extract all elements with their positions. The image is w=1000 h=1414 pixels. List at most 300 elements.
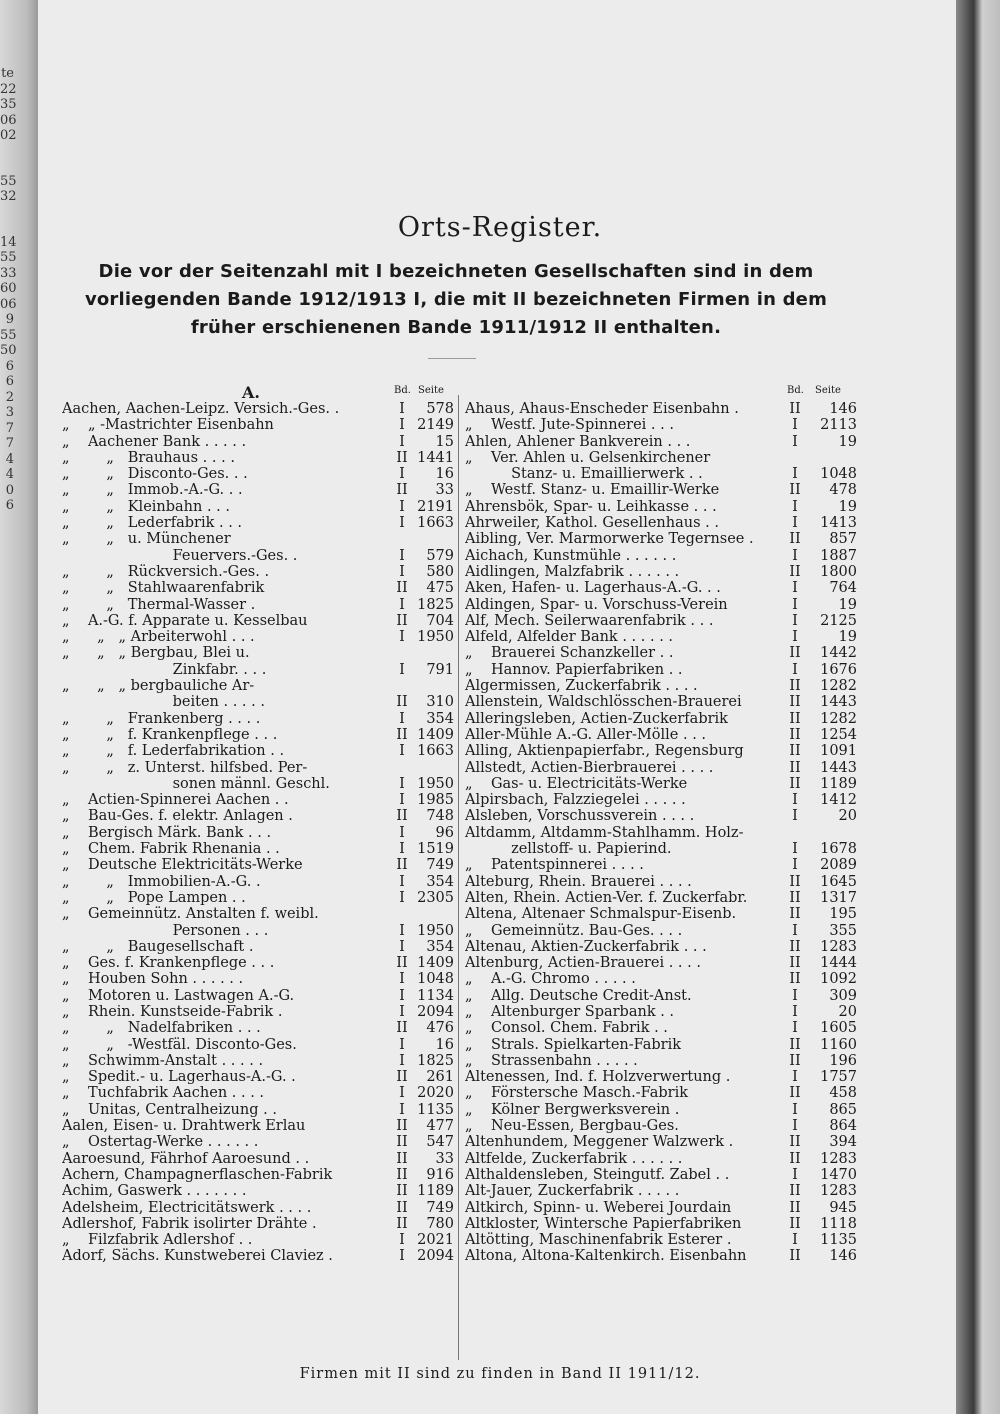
- entry-volume: II: [789, 1150, 801, 1167]
- entry-text: „ Unitas, Centralheizung . .: [62, 1101, 277, 1118]
- entry-volume: I: [399, 792, 405, 809]
- register-entry: [62, 955, 454, 971]
- entry-page: 1092: [820, 971, 857, 988]
- margin-number: te: [1, 66, 14, 81]
- margin-number: 7: [5, 436, 14, 451]
- margin-number: 0: [5, 482, 14, 498]
- entry-volume: I: [399, 596, 405, 613]
- register-entry: [465, 564, 857, 580]
- entry-volume: I: [792, 1003, 798, 1020]
- entry-text: „ Altenburger Sparbank . .: [465, 1003, 675, 1020]
- entry-volume: I: [399, 417, 405, 434]
- register-entry: [465, 1118, 857, 1134]
- entry-volume: I: [792, 629, 798, 646]
- entry-volume: II: [396, 726, 408, 743]
- register-entry: [465, 776, 857, 792]
- register-entry: [465, 482, 857, 498]
- entry-page: 1985: [417, 792, 454, 809]
- entry-volume: I: [399, 466, 405, 483]
- column-header: [62, 383, 454, 401]
- entry-text: „ „ f. Krankenpflege . . .: [62, 726, 278, 743]
- entry-page: 1282: [820, 678, 857, 695]
- register-column-left: [62, 383, 454, 1265]
- entry-text: „ Hannov. Papierfabriken . .: [465, 661, 683, 678]
- entry-page: 1135: [820, 1232, 857, 1249]
- entry-page: 458: [829, 1085, 857, 1102]
- margin-gap: [0, 144, 14, 174]
- entry-volume: I: [792, 987, 798, 1004]
- entry-page: 1443: [820, 694, 857, 711]
- entry-volume: I: [399, 873, 405, 890]
- footer-note: Firmen mit II sind zu finden in Band II 1911/12.: [299, 1366, 701, 1382]
- entry-volume: I: [399, 971, 405, 988]
- entry-volume: I: [399, 938, 405, 955]
- register-entry: [465, 1085, 857, 1101]
- entry-page: 1134: [417, 987, 454, 1004]
- entry-page: 1442: [820, 645, 857, 662]
- entry-volume: II: [789, 1248, 801, 1265]
- entry-text: Aller-Mühle A.-G. Aller-Mölle . . .: [465, 726, 707, 743]
- register-entry: [62, 450, 454, 466]
- entry-text: „ Ostertag-Werke . . . . . .: [62, 1134, 259, 1151]
- entry-page: 475: [426, 580, 454, 597]
- entry-text: „ Houben Sohn . . . . . .: [62, 971, 244, 988]
- entry-volume: II: [789, 938, 801, 955]
- register-entry: [465, 825, 857, 841]
- register-entry: [62, 1232, 454, 1248]
- register-entry: [465, 1020, 857, 1036]
- margin-number: 06: [0, 112, 17, 128]
- register-entry: [465, 1134, 857, 1150]
- entry-volume: I: [399, 433, 405, 450]
- register-entries: [62, 401, 454, 1265]
- entry-volume: I: [792, 433, 798, 450]
- entry-volume: I: [792, 857, 798, 874]
- register-entry: [62, 580, 454, 596]
- entry-volume: I: [399, 629, 405, 646]
- volume-header: Bd.: [787, 385, 804, 396]
- register-note-line: früher erschienenen Bande 1911/1912 II enthalten.: [190, 317, 722, 338]
- entry-page: 146: [829, 1248, 857, 1265]
- entry-volume: II: [789, 726, 801, 743]
- entry-page: 1091: [820, 743, 857, 760]
- entry-page: 1283: [820, 1183, 857, 1200]
- register-entry: [62, 743, 454, 759]
- register-entry: [62, 499, 454, 515]
- register-entry: [465, 841, 857, 857]
- entry-volume: II: [396, 1069, 408, 1086]
- register-entry: [465, 792, 857, 808]
- register-entry: [465, 711, 857, 727]
- entry-text: Altkloster, Wintersche Papierfabriken: [465, 1215, 742, 1232]
- entry-page: 749: [426, 1199, 454, 1216]
- register-entry: [465, 760, 857, 776]
- entry-text: „ „ -Westfäl. Disconto-Ges.: [62, 1036, 297, 1053]
- entry-text: Alsleben, Vorschussverein . . . .: [465, 808, 695, 825]
- entry-text: Altkirch, Spinn- u. Weberei Jourdain: [465, 1199, 732, 1216]
- entry-text: Achim, Gaswerk . . . . . . .: [62, 1183, 247, 1200]
- entry-text: Zinkfabr. . . .: [62, 661, 267, 678]
- entry-volume: II: [396, 449, 408, 466]
- margin-number: 55: [0, 173, 17, 189]
- entry-text: „ „ Immob.-A.-G. . .: [62, 482, 243, 499]
- register-entry: [62, 1134, 454, 1150]
- register-entry: [62, 808, 454, 824]
- entry-page: 749: [426, 857, 454, 874]
- entry-page: 1283: [820, 938, 857, 955]
- register-entry: [62, 1102, 454, 1118]
- entry-volume: II: [396, 1150, 408, 1167]
- register-entry: [62, 1248, 454, 1264]
- entry-page: 146: [829, 401, 857, 417]
- margin-number: 7: [5, 420, 14, 436]
- register-entry: [465, 1200, 857, 1216]
- entry-page: 19: [838, 629, 857, 646]
- register-note: [62, 258, 850, 342]
- entry-page: 19: [838, 596, 857, 613]
- margin-number: 22: [0, 81, 17, 97]
- entry-text: „ „ Brauhaus . . . .: [62, 449, 235, 466]
- register-entry: [465, 662, 857, 678]
- entry-volume: II: [789, 482, 801, 499]
- entry-volume: I: [792, 466, 798, 483]
- entry-page: 310: [426, 694, 454, 711]
- entry-text: „ Westf. Stanz- u. Emaillir-Werke: [465, 482, 720, 499]
- entry-volume: II: [789, 1183, 801, 1200]
- register-entry: [465, 1183, 857, 1199]
- entry-volume: II: [789, 873, 801, 890]
- entry-text: „ Gemeinnütz. Bau-Ges. . . .: [465, 922, 683, 939]
- register-entry: [62, 1151, 454, 1167]
- entry-text: Alfeld, Alfelder Bank . . . . . .: [465, 629, 674, 646]
- entry-volume: II: [396, 1118, 408, 1135]
- entry-text: „ „ z. Unterst. hilfsbed. Per-: [62, 759, 308, 776]
- entry-page: 2021: [417, 1232, 454, 1249]
- entry-text: „ Aachener Bank . . . . .: [62, 433, 247, 450]
- entry-volume: II: [789, 743, 801, 760]
- entry-text: „ „ Kleinbahn . . .: [62, 498, 231, 515]
- entry-page: 2191: [417, 498, 454, 515]
- entry-text: „ Strassenbahn . . . . .: [465, 1052, 638, 1069]
- entry-volume: II: [396, 1183, 408, 1200]
- register-entry: [465, 629, 857, 645]
- entry-page: 1519: [417, 841, 454, 858]
- register-entry: [465, 401, 857, 417]
- entry-text: Ahlen, Ahlener Bankverein . . .: [465, 433, 691, 450]
- register-entry: [62, 1004, 454, 1020]
- entry-text: „ Schwimm-Anstalt . . . . .: [62, 1052, 264, 1069]
- entry-page: 1950: [417, 775, 454, 792]
- entry-volume: I: [399, 1101, 405, 1118]
- entry-text: „ „ Pope Lampen . .: [62, 889, 246, 906]
- entry-text: „ „ Thermal-Wasser .: [62, 596, 256, 613]
- entry-volume: II: [789, 678, 801, 695]
- entry-page: 309: [829, 987, 857, 1004]
- entry-volume: II: [789, 775, 801, 792]
- entry-page: 16: [435, 1036, 454, 1053]
- entry-page: 1887: [820, 547, 857, 564]
- entry-volume: I: [792, 661, 798, 678]
- entry-text: Alten, Rhein. Actien-Ver. f. Zuckerfabr.: [465, 889, 748, 906]
- entry-text: Aaroesund, Fährhof Aaroesund . .: [62, 1150, 310, 1167]
- entry-text: „ Rhein. Kunstseide-Fabrik .: [62, 1003, 283, 1020]
- entry-volume: II: [789, 710, 801, 727]
- register-entry: [465, 1151, 857, 1167]
- entry-page: 547: [426, 1134, 454, 1151]
- entry-page: 791: [426, 661, 454, 678]
- entry-page: 704: [426, 612, 454, 629]
- register-entry: [62, 629, 454, 645]
- margin-number: 32: [0, 189, 17, 204]
- entry-page: 780: [426, 1215, 454, 1232]
- entry-volume: I: [399, 743, 405, 760]
- entry-text: „ Filzfabrik Adlershof . .: [62, 1232, 253, 1249]
- register-entry: [465, 743, 857, 759]
- register-entry: [62, 482, 454, 498]
- entry-volume: I: [399, 987, 405, 1004]
- adjacent-page-margin-numbers: [0, 66, 17, 514]
- register-entry: [62, 1053, 454, 1069]
- entry-volume: I: [399, 1085, 405, 1102]
- margin-number: 3: [5, 405, 14, 420]
- entry-text: „ Motoren u. Lastwagen A.-G.: [62, 987, 295, 1004]
- section-letter: A.: [242, 383, 260, 402]
- entry-text: „ Gemeinnütz. Anstalten f. weibl.: [62, 906, 319, 923]
- entry-text: Altona, Altona-Kaltenkirch. Eisenbahn: [465, 1248, 747, 1265]
- entry-volume: I: [792, 1166, 798, 1183]
- register-entry: [465, 1216, 857, 1232]
- entry-page: 1443: [820, 759, 857, 776]
- entry-text: „ „ „ Arbeiterwohl . . .: [62, 629, 255, 646]
- register-entry: [465, 515, 857, 531]
- entry-page: 1189: [820, 775, 857, 792]
- entry-volume: I: [399, 661, 405, 678]
- register-entry: [465, 499, 857, 515]
- entry-page: 354: [426, 873, 454, 890]
- entry-text: „ „ „ bergbauliche Ar-: [62, 678, 255, 695]
- register-entry: [62, 1020, 454, 1036]
- entry-page: 1409: [417, 955, 454, 972]
- entry-text: Ahrensbök, Spar- u. Leihkasse . . .: [465, 498, 717, 515]
- entry-volume: I: [792, 1069, 798, 1086]
- entry-text: Altenburg, Actien-Brauerei . . . .: [465, 955, 701, 972]
- register-entry: [465, 906, 857, 922]
- entry-page: 580: [426, 563, 454, 580]
- entry-volume: I: [792, 1101, 798, 1118]
- page-header: Seite: [418, 385, 444, 396]
- entry-volume: I: [792, 841, 798, 858]
- entry-text: Altenhundem, Meggener Walzwerk .: [465, 1134, 734, 1151]
- register-entry: [62, 1183, 454, 1199]
- register-note-line: vorliegenden Bande 1912/1913 I, die mit II bezeichneten Firmen in dem: [84, 289, 828, 310]
- entry-volume: II: [396, 1199, 408, 1216]
- register-entry: [465, 955, 857, 971]
- entry-page: 1825: [417, 1052, 454, 1069]
- register-entry: [62, 1069, 454, 1085]
- entry-volume: II: [396, 1166, 408, 1183]
- entry-volume: I: [792, 792, 798, 809]
- entry-text: „ „ Stahlwaarenfabrik: [62, 580, 265, 597]
- entry-text: „ Bergisch Märk. Bank . . .: [62, 824, 272, 841]
- register-entry: [62, 857, 454, 873]
- register-entry: [62, 434, 454, 450]
- entry-volume: II: [789, 955, 801, 972]
- register-entry: [465, 874, 857, 890]
- entry-text: Altenessen, Ind. f. Holzverwertung .: [465, 1069, 731, 1086]
- entry-volume: I: [792, 922, 798, 939]
- entry-text: Adelsheim, Electricitätswerk . . . .: [62, 1199, 312, 1216]
- entry-text: „ Chem. Fabrik Rhenania . .: [62, 841, 280, 858]
- entry-volume: II: [396, 482, 408, 499]
- register-entries: [465, 401, 857, 1265]
- register-entry: [62, 906, 454, 922]
- entry-volume: I: [399, 547, 405, 564]
- entry-page: 355: [829, 922, 857, 939]
- entry-page: 1048: [820, 466, 857, 483]
- entry-text: Altdamm, Altdamm-Stahlhamm. Holz-: [465, 824, 744, 841]
- register-entry: [62, 466, 454, 482]
- entry-volume: II: [789, 1134, 801, 1151]
- entry-page: 1757: [820, 1069, 857, 1086]
- entry-text: Altenau, Aktien-Zuckerfabrik . . .: [465, 938, 707, 955]
- entry-page: 748: [426, 808, 454, 825]
- entry-text: Altena, Altenaer Schmalspur-Eisenb.: [465, 906, 737, 923]
- entry-volume: I: [399, 775, 405, 792]
- entry-volume: I: [399, 824, 405, 841]
- register-entry: [465, 678, 857, 694]
- entry-text: Althaldensleben, Steingutf. Zabel . .: [465, 1166, 730, 1183]
- register-entry: [465, 1232, 857, 1248]
- register-entry: [62, 874, 454, 890]
- entry-text: Aken, Hafen- u. Lagerhaus-A.-G. . .: [465, 580, 721, 597]
- entry-page: 1160: [820, 1036, 857, 1053]
- entry-volume: II: [396, 1134, 408, 1151]
- entry-page: 394: [829, 1134, 857, 1151]
- entry-text: Altfelde, Zuckerfabrik . . . . . .: [465, 1150, 683, 1167]
- margin-number: 50: [0, 343, 17, 358]
- entry-page: 857: [829, 531, 857, 548]
- margin-number: 4: [5, 451, 14, 467]
- entry-page: 2094: [417, 1248, 454, 1265]
- register-entry: [465, 466, 857, 482]
- entry-volume: II: [789, 759, 801, 776]
- register-entry: [62, 694, 454, 710]
- entry-text: Alt-Jauer, Zuckerfabrik . . . . .: [465, 1183, 680, 1200]
- register-entry: [465, 1004, 857, 1020]
- entry-page: 33: [435, 482, 454, 499]
- entry-text: „ „ Rückversich.-Ges. .: [62, 563, 270, 580]
- register-entry: [465, 1069, 857, 1085]
- register-entry: [62, 564, 454, 580]
- register-entry: [465, 808, 857, 824]
- register-entry: [62, 662, 454, 678]
- entry-text: „ Förstersche Masch.-Fabrik: [465, 1085, 689, 1102]
- entry-volume: I: [792, 1118, 798, 1135]
- margin-number: 6: [5, 498, 14, 513]
- register-entry: [465, 1167, 857, 1183]
- entry-page: 2125: [820, 612, 857, 629]
- entry-page: 96: [435, 824, 454, 841]
- register-entry: [465, 1102, 857, 1118]
- entry-volume: II: [789, 1052, 801, 1069]
- entry-volume: I: [792, 808, 798, 825]
- entry-volume: II: [789, 645, 801, 662]
- entry-text: „ „ u. Münchener: [62, 531, 231, 548]
- entry-text: „ „ Lederfabrik . . .: [62, 515, 243, 532]
- margin-number: 9: [5, 312, 14, 327]
- register-entry: [62, 1200, 454, 1216]
- entry-volume: II: [789, 889, 801, 906]
- entry-page: 33: [435, 1150, 454, 1167]
- entry-page: 354: [426, 938, 454, 955]
- entry-text: Alf, Mech. Seilerwaarenfabrik . . .: [465, 612, 714, 629]
- register-entry: [465, 417, 857, 433]
- entry-text: Alleringsleben, Actien-Zuckerfabrik: [465, 710, 728, 727]
- entry-text: „ Tuchfabrik Aachen . . . .: [62, 1085, 265, 1102]
- entry-volume: II: [396, 1020, 408, 1037]
- register-entry: [62, 988, 454, 1004]
- page-title: Orts-Register.: [397, 212, 603, 243]
- entry-volume: I: [399, 498, 405, 515]
- register-entry: [465, 580, 857, 596]
- entry-text: „ Brauerei Schanzkeller . .: [465, 645, 674, 662]
- register-entry: [465, 597, 857, 613]
- entry-text: Ahaus, Ahaus-Enscheder Eisenbahn .: [465, 401, 739, 417]
- entry-volume: I: [399, 401, 405, 417]
- margin-number: 33: [0, 265, 17, 281]
- entry-volume: I: [399, 1003, 405, 1020]
- register-entry: [62, 678, 454, 694]
- register-entry: [62, 613, 454, 629]
- register-entry: [62, 760, 454, 776]
- entry-text: „ „ Disconto-Ges. . .: [62, 466, 248, 483]
- entry-text: zellstoff- u. Papierind.: [465, 841, 672, 858]
- entry-text: Personen . . .: [62, 922, 269, 939]
- register-entry: [62, 597, 454, 613]
- register-entry: [465, 1248, 857, 1264]
- margin-number: 02: [0, 128, 17, 143]
- entry-page: 354: [426, 710, 454, 727]
- entry-volume: II: [396, 857, 408, 874]
- entry-page: 1950: [417, 629, 454, 646]
- entry-volume: II: [396, 580, 408, 597]
- entry-text: „ „ Frankenberg . . . .: [62, 710, 261, 727]
- entry-page: 865: [829, 1101, 857, 1118]
- entry-text: Algermissen, Zuckerfabrik . . . .: [465, 678, 698, 695]
- margin-number: 14: [0, 234, 17, 250]
- entry-page: 15: [435, 433, 454, 450]
- entry-text: sonen männl. Geschl.: [62, 775, 330, 792]
- entry-page: 2094: [417, 1003, 454, 1020]
- entry-text: „ Strals. Spielkarten-Fabrik: [465, 1036, 682, 1053]
- register-entry: [465, 613, 857, 629]
- entry-volume: I: [399, 889, 405, 906]
- entry-text: „ Gas- u. Electricitäts-Werke: [465, 775, 688, 792]
- register-note-line: Die vor der Seitenzahl mit I bezeichneten Gesellschaften sind in dem: [98, 261, 814, 282]
- margin-number: 06: [0, 296, 17, 312]
- register-entry: [62, 1085, 454, 1101]
- column-divider: [458, 395, 459, 1360]
- entry-volume: I: [792, 596, 798, 613]
- register-entry: [62, 776, 454, 792]
- register-entry: [465, 434, 857, 450]
- register-entry: [62, 825, 454, 841]
- entry-text: Adlershof, Fabrik isolirter Drähte .: [62, 1215, 317, 1232]
- register-entry: [465, 1037, 857, 1053]
- entry-text: „ Bau-Ges. f. elektr. Anlagen .: [62, 808, 293, 825]
- margin-number: 35: [0, 97, 17, 112]
- entry-page: 1409: [417, 726, 454, 743]
